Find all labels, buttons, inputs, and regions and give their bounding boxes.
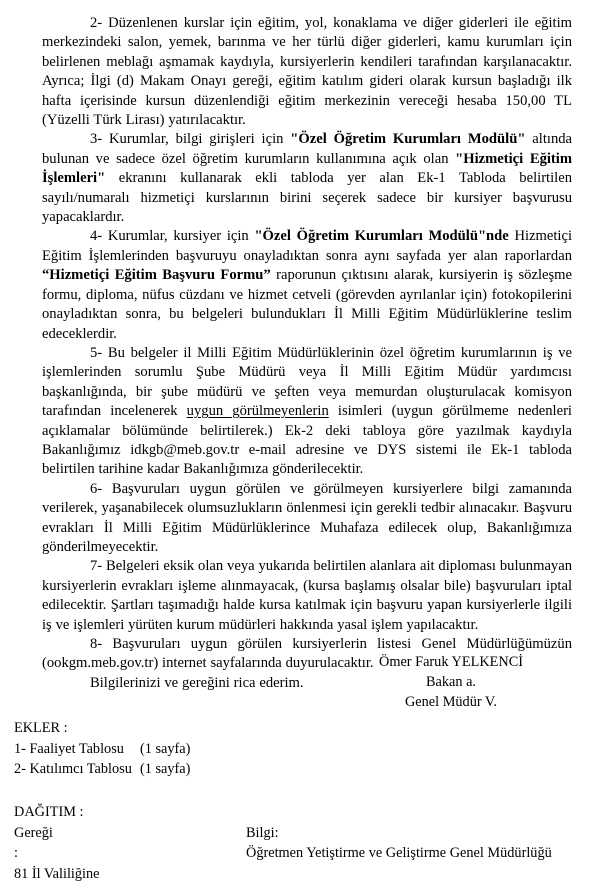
- emphasis-bold-run: "Hizmetiçi Eğitim İşlemleri": [42, 151, 572, 186]
- text-run: 4- Kurumlar, kursiyer için: [90, 228, 254, 244]
- emphasis-bold-run: "Özel Öğretim Kurumları Modülü"nde: [254, 228, 508, 244]
- signature-block: [330, 652, 572, 712]
- paragraph-5: [42, 344, 572, 480]
- text-run: altında bulunan ve sadece özel öğretim kurumların kullanımına açık olan: [42, 131, 572, 166]
- distribution-info-column: [246, 823, 586, 864]
- text-run: 6- Başvuruları uygun görülen ve görülmeyen kursiyerlere bilgi zamanında verilerek, yaşanabilecek olumsuzlukların önlenmesi için gerekli tedbir alınacakır. Başvuru evrakları İl Milli Eğitim Müdürlüklerince Muhafaza edilecek olup, Bakanlığımıza gönderilmeyecektir.: [42, 481, 572, 555]
- distribution-heading: DAĞITIM :: [14, 802, 586, 823]
- paragraph-4: [42, 227, 572, 343]
- paragraph-6: [42, 480, 572, 558]
- emphasis-bold-run: “Hizmetiçi Eğitim Başvuru Formu”: [42, 267, 271, 283]
- paragraph-2: [42, 14, 572, 130]
- text-run: raporunun çıktısını alarak, kursiyerin iş sözleşme formu, diploma, nüfus cüzdanı ve hizmet cetveli (görevden ayrılanlar için) fotokopilerini onayladıktan sonra, bu belgeleri bulundukları İl Milli Eğitim Müdürlüklerine teslim edeceklerdir.: [42, 267, 572, 341]
- distribution-required-colon: :: [14, 843, 246, 864]
- text-run: ekranını kullanarak ekli tabloda yer alan Ek-1 Tabloda belirtilen sayılı/numaralı hizmetiçi kurslarının birini seçerek sadece bir kursiyer başvurusu yapacaklardır.: [42, 170, 572, 225]
- text-run: 7- Belgeleri eksik olan veya yukarıda belirtilen alanlara ait diploması bulunmayan kursiyerlerin evrakları işleme alınmayacak, (kursa başlamış olsalar bile) başvuruları iptal edilecektir. Şartları taşımadığı halde kursa katılmak için başvuru yapan kursiyerlerle ilgili iş ve işlemleri yürüten kurum müdürleri hakkında yasal işlem yapılacaktır.: [42, 558, 572, 632]
- attachments-block: [14, 718, 190, 780]
- text-run: Hizmetiçi Eğitim İşlemlerinden başvuruyu onayladıktan sonra aynı sayfada yer alan raporlardan: [42, 228, 572, 263]
- text-run: 3- Kurumlar, bilgi girişleri için: [90, 131, 290, 147]
- attachment-item-1-label: 1- Faaliyet Tablosu: [14, 739, 140, 760]
- text-run: Bilgilerinizi ve gereğini rica ederim.: [90, 675, 304, 691]
- text-run: isimleri (uygun görülmeme nedenleri açıklamalar bölümünde belirtilerek.) Ek-2 deki tabloya göre yazılmak kaydıyla Bakanlığımız idkgb@meb.gov.tr e-mail adresine ve DYS sistemi ile Ek-1 tabloda belirtilen tarihine kadar Bakanlığımıza gönderilecektir.: [42, 403, 572, 477]
- signatory-on-behalf: Bakan a.: [330, 672, 572, 692]
- attachment-item-2: [14, 759, 190, 780]
- signatory-title: Genel Müdür V.: [330, 692, 572, 712]
- attachment-item-2-label: 2- Katılımcı Tablosu: [14, 759, 140, 780]
- emphasis-bold-run: "Özel Öğretim Kurumları Modülü": [290, 131, 525, 147]
- text-run: 2- Düzenlenen kurslar için eğitim, yol, konaklama ve diğer giderleri ile eğitim merkezindeki salon, yemek, barınma ve her türlü diğer giderleri, kamu kurumları için belirlenen meblağı aşmamak kaydıyla, kursiyerlerin kendileri tarafından karşılanacaktır. Ayrıca; İlgi (d) Makam Onayı gereği, eğitim katılım gideri olarak kursun başladığı ilk hafta içerisinde kursun düzenlendiği eğitim merkezinin vereceği hesaba 150,00 TL (Yüzelli Türk Lirası) yatırılacaktır.: [42, 15, 572, 128]
- distribution-required-value: 81 İl Valiliğine: [14, 864, 246, 884]
- distribution-block: [14, 802, 586, 884]
- attachment-item-2-pages: (1 sayfa): [140, 761, 190, 777]
- distribution-columns: [14, 823, 586, 884]
- attachments-heading: EKLER :: [14, 718, 190, 739]
- distribution-required-column: [14, 823, 246, 884]
- text-run: 5- Bu belgeler il Milli Eğitim Müdürlüklerinin özel öğretim kurumlarının iş ve işlemlerinden sorumlu Şube Müdürü veya İl Milli Eğitim Müdür yardımcısı başkanlığında, bir şube müdürü ve şeften veya memurdan oluşturulacak komisyon tarafından incelenerek: [42, 345, 572, 419]
- signatory-name: Ömer Faruk YELKENCİ: [330, 652, 572, 672]
- paragraph-7: [42, 557, 572, 635]
- distribution-required-header: [14, 823, 246, 864]
- attachment-item-1: [14, 739, 190, 760]
- distribution-required-label: Gereği: [14, 823, 246, 844]
- emphasis-underline-run: uygun görülmeyenlerin: [187, 403, 329, 419]
- document-body: [42, 14, 572, 693]
- distribution-info-value: Öğretmen Yetiştirme ve Geliştirme Genel Müdürlüğü: [246, 843, 586, 864]
- text-run: 8- Başvuruları uygun görülen kursiyerlerin listesi Genel Müdürlüğümüzün (ookgm.meb.gov.tr) internet sayfalarında duyurulacaktır.: [42, 636, 572, 671]
- attachment-item-1-pages: (1 sayfa): [140, 741, 190, 757]
- distribution-info-label: Bilgi:: [246, 823, 586, 844]
- paragraph-3: [42, 130, 572, 227]
